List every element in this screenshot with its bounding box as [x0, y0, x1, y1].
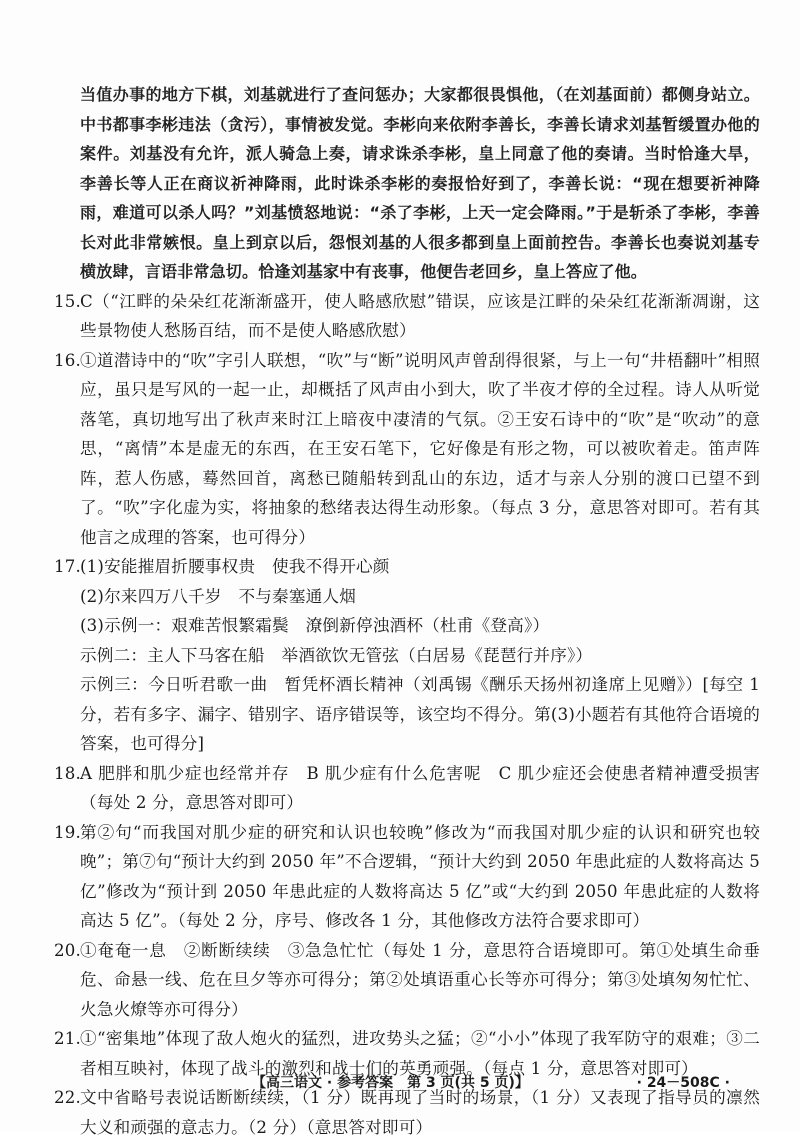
answer-text: C（“江畔的朵朵红花渐渐盛开，使人略感欣慰”错误，应该是江畔的朵朵红花渐渐凋谢，这些景物使人愁肠百结，而不是使人略感欣慰） [80, 291, 760, 340]
answer-17 [46, 552, 760, 759]
answer-19 [46, 818, 760, 936]
answer-15 [46, 287, 760, 346]
footer-code: · 24－508C · [636, 1075, 730, 1091]
answer-content [46, 80, 760, 1142]
question-number: 21. [54, 1029, 81, 1048]
answer-text: 第②句“而我国对肌少症的研究和认识也较晚”修改为“而我国对肌少症的认识和研究也较晚”；第⑦句“预计大约到 2050 年”不合逻辑，“预计大约到 2050 年患此症的人数将高达 5 亿”修改为“预计到 2050 年患此症的人数将高达 5 亿”或“大约到 2050 年患此症的人数将高达 5 亿”。（每处 2 分，序号、修改各 1 分，其他修改方法符合要求即可） [80, 822, 760, 930]
answer-line: (3)示例一：艰难苦恨繁霜鬓 潦倒新停浊酒杯（杜甫《登高》） [80, 616, 550, 635]
answer-line: (1)安能摧眉折腰事权贵 使我不得开心颜 [80, 557, 390, 576]
answer-text: ①“密集地”体现了敌人炮火的猛烈，进攻势头之猛；②“小小”体现了我军防守的艰难；③二者相互映衬，体现了战斗的激烈和战士们的英勇顽强。（每点 1 分，意思答对即可） [80, 1029, 760, 1078]
answer-16 [46, 346, 760, 553]
question-number: 20. [54, 940, 81, 960]
answer-text: ①奄奄一息 ②断断续续 ③急急忙忙（每处 1 分，意思符合语境即可。第①处填生命垂危、命悬一线、危在旦夕等亦可得分；第②处填语重心长等亦可得分；第③处填匆匆忙忙、火急火燎等亦可得分） [80, 940, 760, 1019]
answer-text: ①道潜诗中的“吹”字引人联想，“吹”与“断”说明风声曾刮得很紧，与上一句“井梧翻叶”相照应，虽只是写风的一起一止，却概括了风声由小到大，吹了半夜才停的全过程。诗人从听觉落笔，真切地写出了秋声来时江上暗夜中凄清的气氛。②王安石诗中的“吹”是“吹动”的意思，“离情”本是虚无的东西，在王安石笔下，它好像是有形之物，可以被吹着走。笛声阵阵，惹人伤感，蓦然回首，离愁已随船转到乱山的东边，适才与亲人分别的渡口已望不到了。“吹”字化虚为实，将抽象的愁绪表达得生动形象。（每点 3 分，意思答对即可。若有其他言之成理的答案，也可得分） [80, 350, 760, 547]
answer-20 [46, 936, 760, 1025]
footer-title: 【高三语文 · 参考答案 第 3 页(共 5 页)】 [252, 1075, 529, 1091]
answer-line: 示例二：主人下马客在船 举酒欲饮无管弦（白居易《琵琶行并序》） [80, 645, 593, 665]
answer-line: (2)尔来四万八千岁 不与秦塞通人烟 [80, 586, 357, 606]
question-number: 16. [54, 350, 81, 370]
answer-text: 文中省略号表说话断断续续，（1 分）既再现了当时的场景，（1 分）又表现了指导员的凛然大义和顽强的意志力。（2 分）（意思答对即可） [80, 1088, 760, 1137]
answer-text: A 肥胖和肌少症也经常并存 B 肌少症有什么危害呢 C 肌少症还会使患者精神遭受损害（每处 2 分，意思答对即可） [80, 763, 760, 812]
question-number: 18. [54, 763, 81, 783]
question-number: 19. [54, 822, 81, 842]
question-number: 17. [54, 557, 81, 576]
question-number: 22. [54, 1088, 81, 1107]
page-footer [0, 1072, 800, 1096]
answer-line: 示例三：今日听君歌一曲 暂凭杯酒长精神（刘禹锡《酬乐天扬州初逢席上见赠》）[每空 1 分，若有多字、漏字、错别字、语序错误等，该空均不得分。第(3)小题若有其他符合语境的答案，也可得分] [80, 675, 760, 753]
question-number: 15. [54, 291, 81, 311]
answer-18 [46, 759, 760, 818]
translation-continuation: 当值办事的地方下棋，刘基就进行了查问惩办；大家都很畏惧他，（在刘基面前）都侧身站立。中书都事李彬违法（贪污），事情被发觉。李彬向来依附李善长，李善长请求刘基暂缓置办他的案件。刘基没有允许，派人骑急上奏，请求诛杀李彬，皇上同意了他的奏请。当时恰逢大旱，李善长等人正在商议祈神降雨，此时诛杀李彬的奏报恰好到了，李善长说：“现在想要祈神降雨，难道可以杀人吗？”刘基愤怒地说：“杀了李彬，上天一定会降雨。”于是斩杀了李彬，李善长对此非常嫉恨。皇上到京以后，怨恨刘基的人很多都到皇上面前控告。李善长也奏说刘基专横放肆，言语非常急切。恰逢刘基家中有丧事，他便告老回乡，皇上答应了他。 [80, 85, 760, 281]
